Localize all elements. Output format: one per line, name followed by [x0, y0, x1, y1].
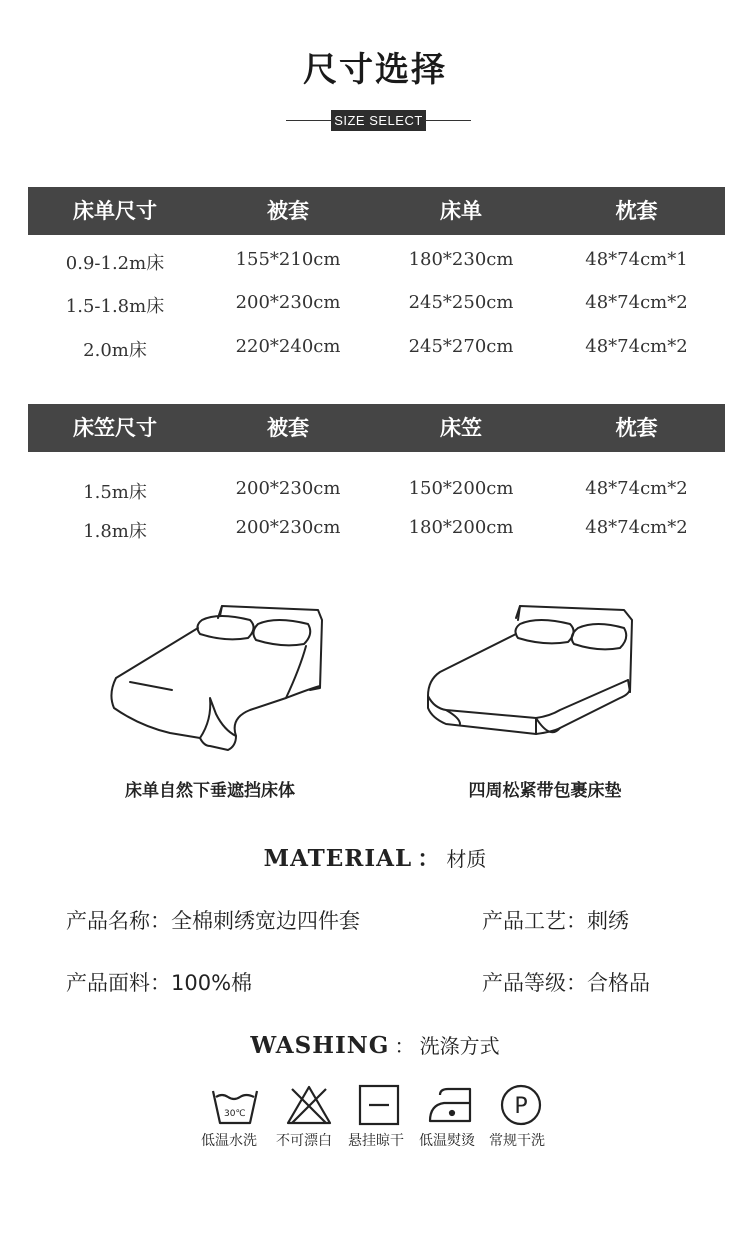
wash-30-icon — [210, 1083, 260, 1127]
table-cell: 220*240cm — [235, 336, 341, 357]
wash-label: 低温水洗 — [201, 1133, 257, 1149]
washing-zh: 洗涤方式 — [419, 1034, 500, 1058]
header-cell: 枕套 — [615, 416, 658, 440]
flat-sheet-bed-icon — [100, 598, 330, 753]
hang-dry-icon — [355, 1083, 405, 1127]
dry-clean-letter: P — [514, 1094, 528, 1119]
dry-clean-p-icon — [496, 1083, 546, 1127]
table-header-sheet — [28, 187, 725, 235]
table-cell: 200*230cm — [235, 478, 341, 499]
product-fabric: 产品面料：100%棉 — [66, 971, 253, 995]
header-cell: 床单 — [440, 199, 482, 223]
table-cell: 1.5-1.8m床 — [65, 296, 165, 317]
washing-en: WASHING — [250, 1032, 390, 1059]
header-cell: 被套 — [267, 416, 309, 440]
table-cell: 150*200cm — [408, 478, 514, 499]
header-cell: 枕套 — [615, 199, 658, 223]
table-cell: 1.8m床 — [83, 521, 147, 542]
product-grade: 产品等级：合格品 — [482, 971, 650, 995]
table-cell: 1.5m床 — [83, 482, 147, 503]
table-header-fitted — [28, 404, 725, 452]
header-cell: 床单尺寸 — [73, 199, 157, 223]
table-cell: 180*230cm — [408, 249, 514, 270]
table-cell: 200*230cm — [235, 292, 341, 313]
table-cell: 200*230cm — [235, 517, 341, 538]
fitted-sheet-caption: 四周松紧带包裹床垫 — [468, 781, 622, 801]
low-iron-label: 低温熨烫 — [419, 1133, 475, 1149]
low-iron-icon — [426, 1083, 476, 1127]
table-cell: 2.0m床 — [83, 340, 147, 361]
subtitle-banner — [0, 110, 750, 132]
header-cell: 床笠 — [440, 416, 482, 440]
subtitle-label: SIZE SELECT — [331, 110, 426, 131]
table-row — [28, 249, 725, 275]
flat-sheet-caption: 床单自然下垂遮挡床体 — [125, 781, 295, 801]
dry-clean-label: 常规干洗 — [489, 1133, 545, 1149]
wash-temp: 30℃ — [224, 1109, 246, 1119]
material-zh: 材质 — [446, 847, 487, 871]
table-cell: 48*74cm*1 — [585, 249, 688, 270]
page-title: 尺寸选择 — [303, 50, 447, 90]
hang-dry-label: 悬挂晾干 — [348, 1133, 404, 1149]
table-row — [28, 478, 725, 504]
table-row — [28, 517, 725, 543]
table-cell: 48*74cm*2 — [585, 292, 688, 313]
table-cell: 245*250cm — [408, 292, 514, 313]
table-row — [28, 336, 725, 362]
header-cell: 被套 — [267, 199, 309, 223]
table-cell: 48*74cm*2 — [585, 478, 688, 499]
table-cell: 0.9-1.2m床 — [65, 253, 165, 274]
table-cell: 48*74cm*2 — [585, 517, 688, 538]
table-cell: 155*210cm — [235, 249, 341, 270]
divider — [286, 120, 333, 121]
table-cell: 245*270cm — [408, 336, 514, 357]
header-cell: 床笠尺寸 — [73, 416, 157, 440]
table-cell: 48*74cm*2 — [585, 336, 688, 357]
material-en: MATERIAL — [263, 845, 413, 872]
no-bleach-label: 不可漂白 — [276, 1133, 332, 1149]
material-heading — [0, 840, 750, 873]
washing-heading — [0, 1030, 750, 1059]
product-name: 产品名称：全棉刺绣宽边四件套 — [66, 909, 360, 933]
washing-sep: ： — [394, 1034, 415, 1058]
divider — [424, 120, 471, 121]
no-bleach-icon — [284, 1083, 334, 1127]
fitted-sheet-bed-icon — [420, 600, 660, 755]
table-cell: 180*200cm — [408, 517, 514, 538]
material-sep: ： — [417, 845, 442, 872]
product-craft: 产品工艺：刺绣 — [482, 909, 629, 933]
table-row — [28, 292, 725, 318]
